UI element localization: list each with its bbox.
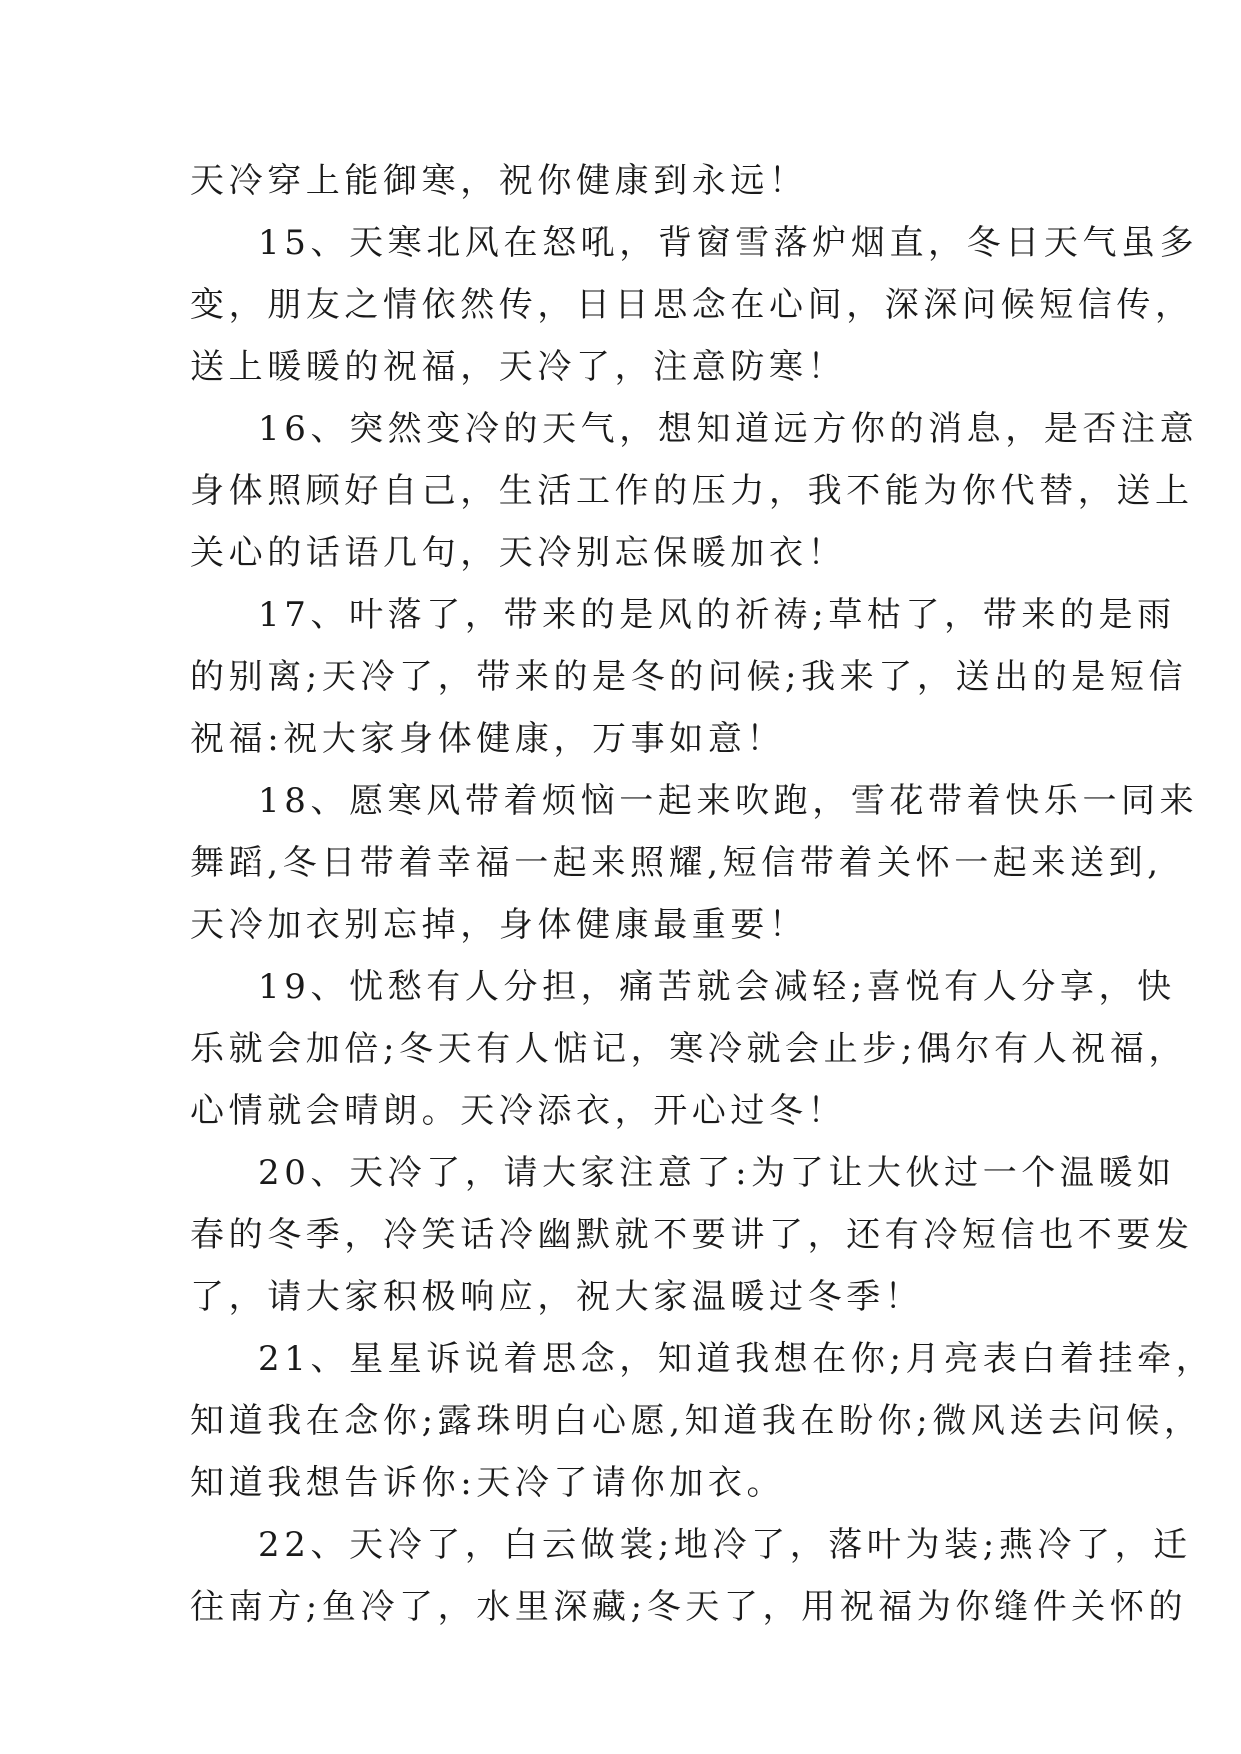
text-line: 知道我在念你;露珠明白心愿,知道我在盼你;微风送去问候， (190, 1401, 1203, 1441)
paragraph-16-line-1: 16、突然变冷的天气，想知道远方你的消息，是否注意 (258, 409, 1199, 449)
paragraph-20-line-1: 20、天冷了，请大家注意了:为了让大伙过一个温暖如 (258, 1153, 1176, 1193)
text-line: 心情就会晴朗。天冷添衣，开心过冬！ (190, 1091, 847, 1131)
text-line: 送上暖暖的祝福，天冷了，注意防寒！ (190, 347, 847, 387)
paragraph-18-line-1: 18、愿寒风带着烦恼一起来吹跑，雪花带着快乐一同来 (258, 781, 1199, 821)
text-line: 身体照顾好自己，生活工作的压力，我不能为你代替，送上 (190, 471, 1194, 511)
text-line: 了，请大家积极响应，祝大家温暖过冬季！ (190, 1277, 924, 1317)
text-line: 变，朋友之情依然传，日日思念在心间，深深问候短信传， (190, 285, 1194, 325)
paragraph-22-line-1: 22、天冷了，白云做裳;地冷了，落叶为装;燕冷了，迁 (258, 1525, 1192, 1565)
text-line: 春的冬季，冷笑话冷幽默就不要讲了，还有冷短信也不要发 (190, 1215, 1194, 1255)
paragraph-15-line-1: 15、天寒北风在怒吼，背窗雪落炉烟直，冬日天气虽多 (258, 223, 1199, 263)
text-line: 知道我想告诉你:天冷了请你加衣。 (190, 1463, 786, 1503)
text-line: 舞蹈,冬日带着幸福一起来照耀,短信带着关怀一起来送到, (190, 843, 1163, 883)
text-line: 的别离;天冷了，带来的是冬的问候;我来了，送出的是短信 (190, 657, 1188, 697)
paragraph-21-line-1: 21、星星诉说着思念，知道我想在你;月亮表白着挂牵， (258, 1339, 1215, 1379)
text-line: 天冷穿上能御寒，祝你健康到永远！ (190, 161, 808, 201)
paragraph-17-line-1: 17、叶落了，带来的是风的祈祷;草枯了，带来的是雨 (258, 595, 1176, 635)
text-line: 祝福:祝大家身体健康，万事如意！ (190, 719, 786, 759)
document-body (190, 150, 1215, 1638)
text-line: 乐就会加倍;冬天有人惦记，寒冷就会止步;偶尔有人祝福， (190, 1029, 1188, 1069)
text-line: 往南方;鱼冷了，水里深藏;冬天了，用祝福为你缝件关怀的 (190, 1587, 1188, 1627)
paragraph-19-line-1: 19、忧愁有人分担，痛苦就会减轻;喜悦有人分享，快 (258, 967, 1176, 1007)
text-line: 关心的话语几句，天冷别忘保暖加衣！ (190, 533, 847, 573)
text-line: 天冷加衣别忘掉，身体健康最重要！ (190, 905, 808, 945)
